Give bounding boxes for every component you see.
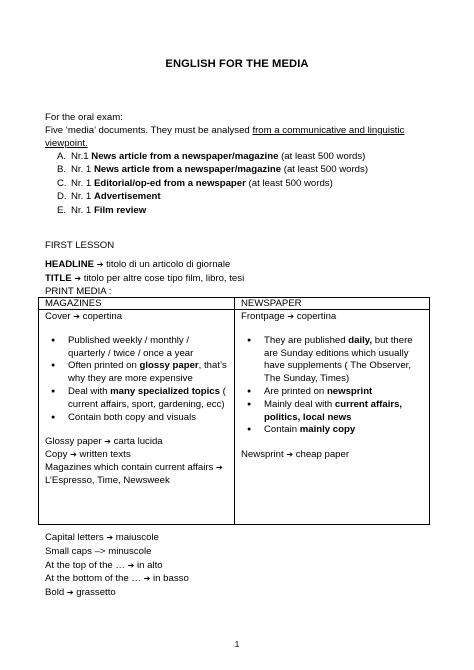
glossary-item <box>45 559 437 573</box>
arrow-right-icon: ➔ <box>74 273 82 283</box>
definition: carta lucida <box>113 436 163 448</box>
list-item <box>57 163 437 176</box>
page-number: 1 <box>234 639 240 649</box>
bullet-text: Are printed on <box>264 385 327 397</box>
bullet-text: Mainly deal with <box>264 398 335 410</box>
newspaper-bullets <box>241 335 423 437</box>
definition: copertina <box>296 311 337 322</box>
item-suffix: (at least 500 words) <box>278 151 366 162</box>
arrow-right-icon: ➔ <box>70 450 77 460</box>
magazines-bullets <box>45 335 228 425</box>
definitions <box>45 258 437 299</box>
current-affairs-definition <box>45 462 228 488</box>
term: TITLE <box>45 272 72 284</box>
glossary-item <box>45 531 437 545</box>
magazines-cell <box>39 310 235 525</box>
frontpage-definition <box>241 311 423 324</box>
term: Frontpage <box>241 311 285 322</box>
item-prefix: Nr.1 <box>71 151 92 162</box>
item-prefix: Nr. 1 <box>71 204 94 216</box>
list-item <box>241 335 423 386</box>
definition: maiuscole <box>115 532 159 543</box>
list-item <box>241 424 423 437</box>
table-header-row <box>39 298 430 310</box>
list-item <box>45 335 228 361</box>
bullet-text: Contain both copy and visuals <box>68 411 196 423</box>
newsprint-definition <box>241 449 423 462</box>
glossy-definition <box>45 436 228 449</box>
newspaper-cell <box>235 310 430 525</box>
list-item <box>241 386 423 399</box>
arrow-right-icon: ➔ <box>287 312 295 321</box>
document-list <box>45 150 437 217</box>
item-prefix: Nr. 1 <box>71 177 94 189</box>
term: Copy <box>45 449 68 461</box>
bullet-bold: glossy paper <box>139 360 199 372</box>
list-item <box>57 190 437 203</box>
definition: L’Espresso, Time, Newsweek <box>45 474 170 486</box>
print-media-label: PRINT MEDIA : <box>45 286 112 298</box>
copy-definition <box>45 449 228 462</box>
item-suffix: (at least 500 words) <box>281 164 369 176</box>
list-marker: A. <box>57 151 67 162</box>
headline-definition <box>45 258 437 272</box>
item-prefix: Nr. 1 <box>71 164 94 176</box>
list-marker: C. <box>57 177 67 189</box>
term: Glossy paper <box>45 436 102 448</box>
exam-section <box>45 111 437 217</box>
arrow-right-icon: ➔ <box>66 588 74 598</box>
glossary <box>45 531 437 600</box>
bullet-text: Often printed on <box>68 360 140 372</box>
item-bold: Advertisement <box>93 191 161 203</box>
separator: –> <box>94 545 106 557</box>
list-marker: E. <box>57 204 67 216</box>
arrow-right-icon: ➔ <box>127 560 135 570</box>
glossary-item <box>45 586 437 600</box>
bullet-bold: current affairs, politics, local news <box>264 398 403 423</box>
requirement-text: Five ‘media’ documents. They must be analysed <box>45 125 253 136</box>
term: Small caps <box>45 545 92 557</box>
arrow-right-icon: ➔ <box>73 312 80 321</box>
item-prefix: Nr. 1 <box>71 191 94 203</box>
definition: minuscole <box>108 545 152 557</box>
title-definition <box>45 272 437 286</box>
table-row <box>39 310 430 525</box>
list-item <box>57 204 437 217</box>
exam-intro: For the oral exam: <box>45 112 123 123</box>
arrow-right-icon: ➔ <box>106 533 114 542</box>
item-suffix: (at least 500 words) <box>245 177 333 189</box>
list-item <box>241 399 423 425</box>
list-item <box>57 150 437 163</box>
bullet-bold: mainly copy <box>299 424 356 436</box>
term: Bold <box>45 587 65 599</box>
definition: cheap paper <box>295 449 350 461</box>
item-bold: Editorial/op-ed from a newspaper <box>93 177 246 189</box>
definition: titolo per altre cose tipo film, libro, tesi <box>83 272 245 284</box>
list-marker: B. <box>57 164 67 176</box>
term: At the bottom of the … <box>45 573 141 585</box>
cover-definition <box>45 311 228 324</box>
list-item <box>45 412 228 425</box>
glossary-item <box>45 572 437 586</box>
bullet-bold: many specialized topics <box>110 385 220 397</box>
term: Capital letters <box>45 532 104 543</box>
definition: grassetto <box>76 587 116 599</box>
page-title: ENGLISH FOR THE MEDIA <box>165 58 309 70</box>
list-marker: D. <box>57 191 67 203</box>
arrow-right-icon: ➔ <box>216 462 223 472</box>
term: HEADLINE <box>45 259 95 270</box>
glossary-item <box>45 545 437 559</box>
definition: titolo di un articolo di giornale <box>106 259 231 270</box>
definition: copertina <box>82 311 123 322</box>
term: At the top of the … <box>45 559 125 571</box>
newspaper-header: NEWSPAPER <box>235 298 430 310</box>
bullet-text: Published weekly / monthly / quarterly / twice / once a year <box>68 334 194 359</box>
arrow-right-icon: ➔ <box>104 437 111 447</box>
exam-requirement-cont <box>45 137 437 150</box>
term: Newsprint <box>241 449 284 461</box>
arrow-right-icon: ➔ <box>286 450 294 460</box>
bullet-text-end: ( current affairs, sport, gardening, ecc) <box>68 385 226 410</box>
term: Cover <box>45 311 71 322</box>
bullet-text: Contain <box>264 424 300 436</box>
item-bold: News article from a newspaper/magazine <box>93 164 282 176</box>
bullet-text: Deal with <box>68 385 111 397</box>
requirement-underlined-cont: viewpoint. <box>45 138 88 149</box>
arrow-right-icon: ➔ <box>143 574 151 584</box>
bullet-text: They are published <box>264 334 349 346</box>
bullet-bold: newsprint <box>326 385 373 397</box>
magazines-header: MAGAZINES <box>39 298 235 310</box>
print-media-table <box>38 297 430 525</box>
item-bold: News article from a newspaper/magazine <box>91 151 279 162</box>
lesson-heading: FIRST LESSON <box>45 240 115 251</box>
item-bold: Film review <box>93 204 147 216</box>
list-item <box>45 386 228 412</box>
bullet-text-end: but there are Sunday editions which usually have supplements ( The Observer, The Sunday, Times) <box>264 334 413 385</box>
term: Magazines which contain current affairs <box>45 461 214 473</box>
definition: in basso <box>153 573 189 585</box>
definition: in alto <box>137 559 163 571</box>
exam-requirement <box>45 124 437 137</box>
requirement-underlined: from a communicative and linguistic <box>252 125 405 136</box>
bullet-bold: daily, <box>348 334 373 346</box>
list-item <box>57 177 437 190</box>
list-item <box>45 360 228 386</box>
bullet-text-end: , that’s why they are more expensive <box>68 360 227 385</box>
arrow-right-icon: ➔ <box>96 260 104 269</box>
definition: written texts <box>79 449 131 461</box>
